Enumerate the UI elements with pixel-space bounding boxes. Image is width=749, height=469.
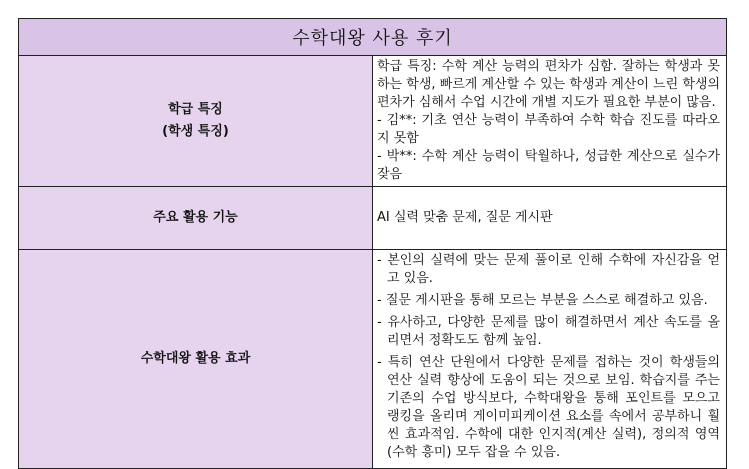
table-row (19, 250, 727, 469)
row-label-class-features (19, 56, 373, 187)
table-row (19, 56, 727, 187)
table-row (19, 187, 727, 250)
table-title: 수학대왕 사용 후기 (19, 19, 727, 56)
student-note: - 김**: 기초 연산 능력이 부족하여 수학 학습 진도를 따라오지 못함 (377, 113, 720, 146)
effect-item: - 질문 게시판을 통해 모르는 부분을 스스로 해결하고 있음. (377, 293, 708, 308)
class-feature-text: 학급 특징: 수학 계산 능력의 편차가 심함. 잘하는 학생과 못하는 학생, 빠르게 계산할 수 있는 학생과 계산이 느린 학생의 편차가 심해서 수업 시간에 개별 지도가 필요한 부분이 많음. (377, 59, 720, 110)
effects-content (373, 250, 727, 469)
effect-item: - 특히 연산 단원에서 다양한 문제를 접하는 것이 학생들의 연산 실력 향상에 도움이 되는 것으로 보임. 학습지를 주는 기존의 수업 방식보다, 수학대왕을 통해 포인트를 모으고 랭킹을 올리며 게이미피케이션 요소를 속에서 공부하니 훨씬 효과적임. 수학에 대한 인지적(계산 실력), 정의적 영역(수학 흥미) 모두 잡을 수 있음. (377, 355, 720, 460)
effect-item: - 유사하고, 다양한 문제를 많이 해결하면서 계산 속도를 올리면서 정확도도 함께 높임. (377, 315, 720, 348)
main-features-content: AI 실력 맞춤 문제, 질문 게시판 (373, 187, 727, 250)
label-line: (학생 특징) (162, 124, 229, 139)
student-note: - 박**: 수학 계산 능력이 탁월하나, 성급한 계산으로 실수가 잦음 (377, 149, 720, 182)
row-label-effects: 수학대왕 활용 효과 (19, 250, 373, 469)
row-label-main-features: 주요 활용 기능 (19, 187, 373, 250)
effect-item: - 본인의 실력에 맞는 문제 풀이로 인해 수학에 자신감을 얻고 있음. (377, 253, 720, 286)
class-features-content (373, 56, 727, 187)
review-table (18, 18, 727, 469)
label-line: 학급 특징 (168, 102, 223, 117)
